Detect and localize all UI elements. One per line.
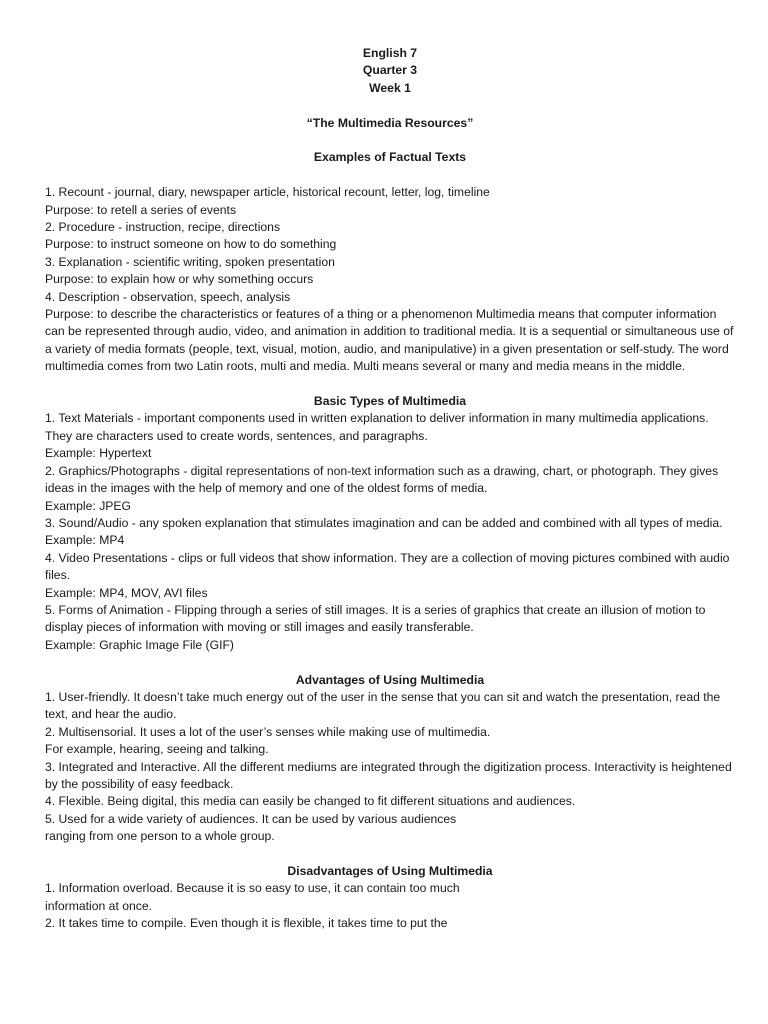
advantage-line: 1. User-friendly. It doesn’t take much energy out of the user in the sense that you can sit and watch the presentation, read the text, and hear the audio. xyxy=(45,689,721,722)
subject-heading: English 7 xyxy=(362,46,418,60)
type-example: Example: JPEG xyxy=(45,498,132,513)
advantage-line: 2. Multisensorial. It uses a lot of the user’s senses while making use of multimedia. xyxy=(45,724,491,739)
type-example: Example: MP4, MOV, AVI files xyxy=(45,585,208,600)
advantages-heading: Advantages of Using Multimedia xyxy=(295,672,485,687)
advantage-line: ranging from one person to a whole group. xyxy=(45,829,275,844)
multimedia-definition-paragraph: Purpose: to describe the characteristics or features of a thing or a phenomenon Multimedia means that computer information can be represented through audio, video, and animation in addition to traditional media. It is a sequential or simultaneous use of a variety of media formats (people, text, visual, motion, audio, and manipulative) in a given presentation or self-study. The word multimedia comes from two Latin roots, multi and media. Multi means several or many and media means in the middle. xyxy=(45,307,734,374)
quarter-heading: Quarter 3 xyxy=(362,63,418,78)
factual-line: 4. Description - observation, speech, analysis xyxy=(45,289,291,304)
advantage-line: 5. Used for a wide variety of audiences. It can be used by various audiences xyxy=(45,811,457,826)
type-example: Example: Hypertext xyxy=(45,446,152,461)
disadvantage-line: information at once. xyxy=(45,898,153,913)
disadvantage-line: 2. It takes time to compile. Even though it is flexible, it takes time to put the xyxy=(45,916,448,931)
type-item: 2. Graphics/Photographs - digital representations of non-text information such as a drawing, chart, or photograph. They gives ideas in the images with the help of memory and one of the oldest forms of media. xyxy=(45,463,719,496)
factual-line: 2. Procedure - instruction, recipe, directions xyxy=(45,220,281,235)
factual-texts-heading: Examples of Factual Texts xyxy=(313,150,467,165)
document-title: “The Multimedia Resources” xyxy=(306,115,474,130)
type-item: 3. Sound/Audio - any spoken explanation that stimulates imagination and can be added and combined with all types of media. xyxy=(45,515,723,530)
disadvantages-heading: Disadvantages of Using Multimedia xyxy=(287,864,493,878)
factual-line: Purpose: to instruct someone on how to do something xyxy=(45,237,337,252)
factual-line: Purpose: to retell a series of events xyxy=(45,202,237,217)
advantage-line: 4. Flexible. Being digital, this media can easily be changed to fit different situations and audiences. xyxy=(45,794,576,809)
factual-line: Purpose: to explain how or why something occurs xyxy=(45,272,314,287)
advantage-line: For example, hearing, seeing and talking. xyxy=(45,742,269,757)
week-heading: Week 1 xyxy=(369,80,411,95)
basic-types-heading: Basic Types of Multimedia xyxy=(313,394,467,409)
type-example: Example: MP4 xyxy=(45,533,125,548)
disadvantage-line: 1. Information overload. Because it is so easy to use, it can contain too much xyxy=(45,881,460,896)
document-page xyxy=(45,45,735,933)
factual-line: 1. Recount - journal, diary, newspaper article, historical recount, letter, log, timeline xyxy=(45,185,490,200)
factual-line: 3. Explanation - scientific writing, spoken presentation xyxy=(45,254,335,269)
type-item: 1. Text Materials - important components used in written explanation to deliver information in many multimedia applications. They are characters used to create words, sentences, and paragraphs. xyxy=(45,411,709,443)
type-example: Example: Graphic Image File (GIF) xyxy=(45,637,234,652)
type-item: 4. Video Presentations - clips or full videos that show information. They are a collection of moving pictures combined with audio files. xyxy=(45,550,730,583)
type-item: 5. Forms of Animation - Flipping through a series of still images. It is a series of graphics that create an illusion of motion to display pieces of information with moving or still images and easily transferable. xyxy=(45,602,706,635)
advantage-line: 3. Integrated and Interactive. All the different mediums are integrated through the digitization process. Interactivity is heightened by the possibility of easy feedback. xyxy=(45,759,732,791)
